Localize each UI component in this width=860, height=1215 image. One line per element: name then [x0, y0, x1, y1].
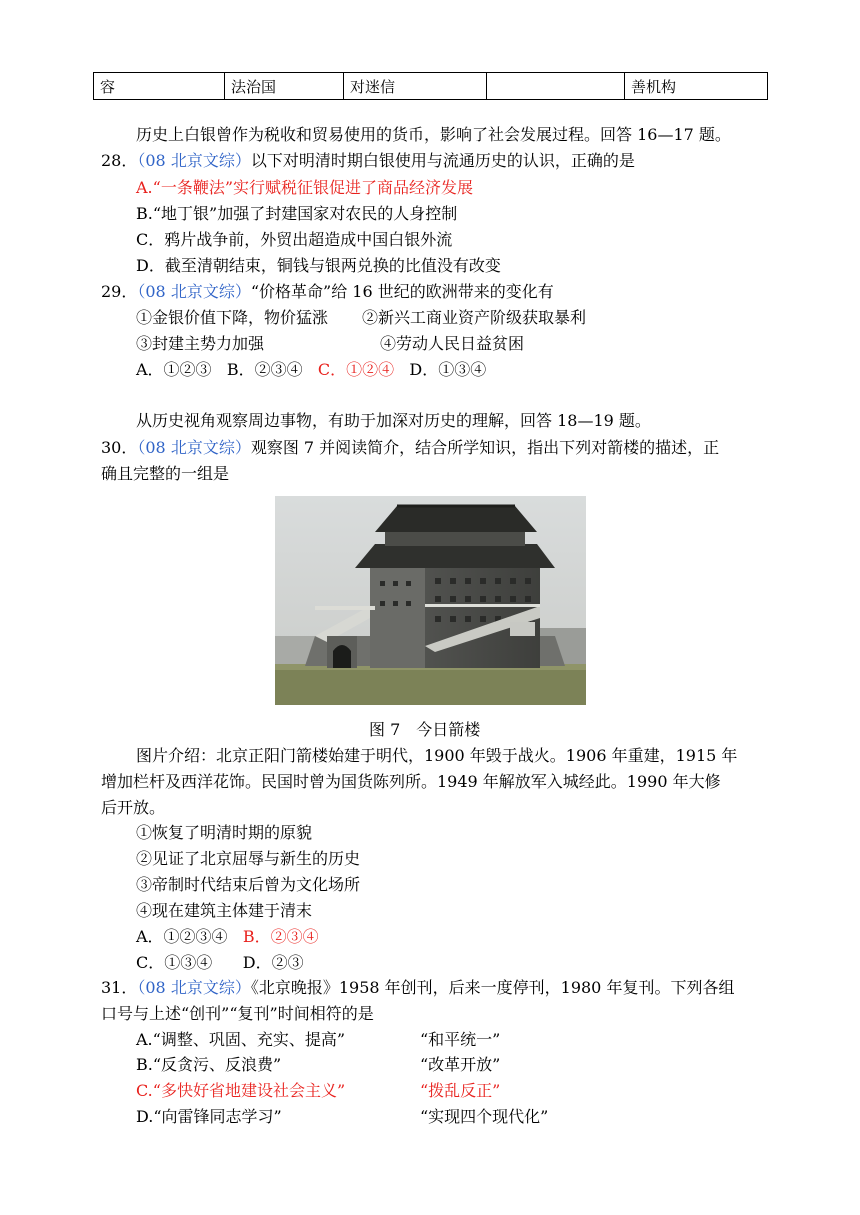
question-number: 31．: [101, 978, 138, 997]
question-source: （08 北京文综）: [137, 438, 251, 457]
question-source: （08 北京文综）: [137, 282, 251, 301]
q30-item-4: ④现在建筑主体建于清末: [136, 901, 313, 920]
question-source: （08 北京文综）: [137, 978, 251, 997]
question-number: 30．: [101, 438, 138, 457]
question-stem: 观察图 7 并阅读简介，结合所学知识，指出下列对箭楼的描述，正: [250, 438, 720, 457]
q30-option-d: D．②③: [242, 953, 304, 972]
question-number: 29．: [101, 282, 138, 301]
q29-option-b: B．②③④: [226, 360, 303, 379]
question-source: （08 北京文综）: [137, 151, 251, 170]
q29-item-2: ②新兴工商业资产阶级获取暴利: [362, 308, 587, 327]
q30-option-c: C．①③④: [136, 953, 213, 972]
q30-item-1: ①恢复了明清时期的原貌: [136, 823, 313, 842]
question-30-stem-continued: 确且完整的一组是: [101, 464, 230, 483]
question-number: 28．: [101, 151, 138, 170]
picture-intro-line-2: 增加栏杆及西洋花饰。民国时曾为国货陈列所。1949 年解放军入城经此。1990 年大修: [101, 772, 721, 791]
question-stem: 《北京晚报》1958 年创刊，后来一度停刊，1980 年复刊。下列各组: [250, 978, 735, 997]
intro-16-17: 历史上白银曾作为税收和贸易使用的货币，影响了社会发展过程。回答 16—17 题。: [136, 125, 731, 144]
table-cell: 容: [94, 73, 225, 100]
question-31: [101, 977, 734, 999]
q29-item-4: ④劳动人民日益贫困: [380, 334, 525, 353]
table-cell: 对迷信: [344, 73, 487, 100]
q30-options-row-2: [136, 952, 304, 974]
q29-option-a: A．①②③: [136, 360, 212, 379]
q31-option-d-slogan-2: “实现四个现代化”: [420, 1107, 549, 1126]
q31-option-c: C.“多快好省地建设社会主义”: [136, 1081, 346, 1100]
table-cell: 善机构: [625, 73, 768, 100]
question-28: [101, 150, 635, 172]
q31-option-b-slogan-2: “改革开放”: [420, 1055, 501, 1074]
intro-18-19: 从历史视角观察周边事物，有助于加深对历史的理解，回答 18—19 题。: [136, 411, 651, 430]
picture-intro-line-1: 图片介绍：北京正阳门箭楼始建于明代，1900 年毁于战火。1906 年重建，1915 年: [136, 746, 738, 765]
table-cell: [487, 73, 625, 100]
q31-option-b: B.“反贪污、反浪费”: [136, 1055, 282, 1074]
q31-option-c-slogan-2: “拨乱反正”: [420, 1081, 501, 1100]
q30-options-row-1: [136, 926, 319, 948]
table-row: [94, 73, 768, 100]
figure-caption: 图 7 今日箭楼: [369, 720, 481, 739]
q28-option-d: D．截至清朝结束，铜钱与银两兑换的比值没有改变: [136, 256, 501, 275]
q31-option-d: D.“向雷锋同志学习”: [136, 1107, 282, 1126]
q30-item-2: ②见证了北京屈辱与新生的历史: [136, 849, 361, 868]
question-stem: “价格革命”给 16 世纪的欧洲带来的变化有: [250, 282, 554, 301]
table-cell: 法治国: [225, 73, 344, 100]
q28-option-a: A.“一条鞭法”实行赋税征银促进了商品经济发展: [136, 178, 474, 197]
top-table: [93, 72, 768, 100]
q30-option-b: B．②③④: [242, 927, 319, 946]
q29-item-3: ③封建主势力加强: [136, 334, 265, 353]
q30-option-a: A．①②③④: [136, 927, 228, 946]
q29-option-c: C．①②④: [317, 360, 395, 379]
picture-intro-line-3: 后开放。: [101, 798, 166, 817]
q29-options: [136, 359, 486, 381]
q28-option-b: B.“地丁银”加强了封建国家对农民的人身控制: [136, 204, 458, 223]
q29-option-d: D．①③④: [409, 360, 487, 379]
q31-option-a-slogan-2: “和平统一”: [420, 1030, 501, 1049]
question-30: [101, 437, 719, 459]
q30-item-3: ③帝制时代结束后曾为文化场所: [136, 875, 361, 894]
q28-option-c: C．鸦片战争前，外贸出超造成中国白银外流: [136, 230, 453, 249]
q29-item-1: ①金银价值下降，物价猛涨: [136, 308, 329, 327]
q31-option-a: A.“调整、巩固、充实、提高”: [136, 1030, 346, 1049]
question-stem: 以下对明清时期白银使用与流通历史的认识，正确的是: [250, 151, 635, 170]
question-31-stem-continued: 口号与上述“创刊”“复刊”时间相符的是: [101, 1004, 374, 1023]
question-29: [101, 281, 554, 303]
arrow-tower-photo: [275, 496, 586, 705]
